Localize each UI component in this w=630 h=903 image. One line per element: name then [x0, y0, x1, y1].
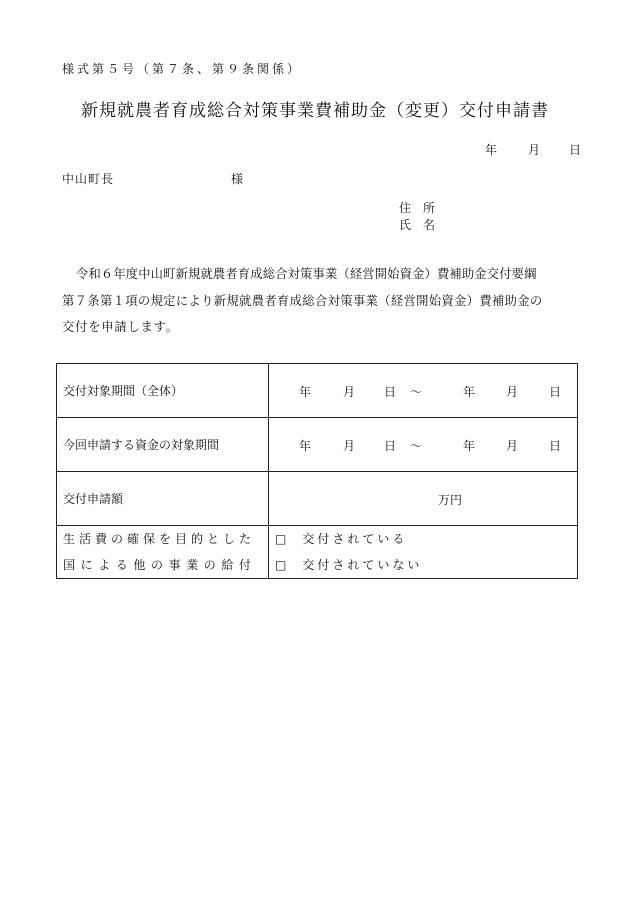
- amount-unit: 万円: [438, 493, 463, 507]
- other-benefit-label-line: 生活費の確保を目的とした: [63, 532, 251, 546]
- date-part: 月: [343, 385, 356, 399]
- date-part: 年: [463, 385, 476, 399]
- table-row-other-benefit: [57, 526, 578, 579]
- checkbox-icon[interactable]: □: [275, 558, 287, 572]
- period-current-value: [269, 418, 578, 472]
- application-table: [56, 363, 578, 579]
- date-part: ～: [410, 385, 423, 399]
- amount-label: 交付申請額: [57, 472, 269, 526]
- option-text: 交付されていない: [302, 558, 423, 572]
- honorific: 様: [231, 172, 244, 186]
- period-total-value: [269, 364, 578, 418]
- name-label: 氏 名: [399, 218, 436, 232]
- date-day: 日: [569, 143, 582, 157]
- addressee: 中山町長: [62, 172, 115, 186]
- body-line-1: 令和６年度中山町新規就農者育成総合対策事業（経営開始資金）費補助金交付要綱: [76, 267, 537, 281]
- date-part: 日: [384, 439, 397, 453]
- table-row-amount: [57, 472, 578, 526]
- date-part: 月: [506, 439, 519, 453]
- date-part: 月: [506, 385, 519, 399]
- other-benefit-label-line: 国による他の事業の給付: [63, 558, 251, 572]
- body-line-3: 交付を申請します。: [62, 320, 179, 334]
- date-month: 月: [528, 143, 541, 157]
- option-text: 交付されている: [302, 532, 408, 546]
- amount-value: [269, 472, 578, 526]
- period-total-label: 交付対象期間（全体）: [57, 364, 269, 418]
- checkbox-icon[interactable]: □: [275, 532, 287, 546]
- body-line-2: 第７条第１項の規定により新規就農者育成総合対策事業（経営開始資金）費補助金の: [62, 294, 543, 308]
- option-not-provided[interactable]: [269, 552, 577, 578]
- date-year: 年: [485, 143, 498, 157]
- period-current-label: 今回申請する資金の対象期間: [57, 418, 269, 472]
- option-provided[interactable]: [269, 526, 577, 552]
- other-benefit-label: [57, 526, 269, 579]
- date-part: ～: [410, 439, 423, 453]
- document-title: 新規就農者育成総合対策事業費補助金（変更）交付申請書: [81, 101, 549, 121]
- date-part: 日: [549, 439, 562, 453]
- other-benefit-options: [269, 526, 578, 579]
- date-part: 年: [299, 439, 312, 453]
- date-part: 年: [463, 439, 476, 453]
- address-label: 住 所: [399, 201, 436, 215]
- date-part: 日: [549, 385, 562, 399]
- table-row-period-total: [57, 364, 578, 418]
- date-part: 年: [299, 385, 312, 399]
- table-row-period-current: [57, 418, 578, 472]
- date-part: 月: [343, 439, 356, 453]
- date-part: 日: [384, 385, 397, 399]
- form-number: 様式第５号（第７条、第９条関係）: [62, 62, 303, 76]
